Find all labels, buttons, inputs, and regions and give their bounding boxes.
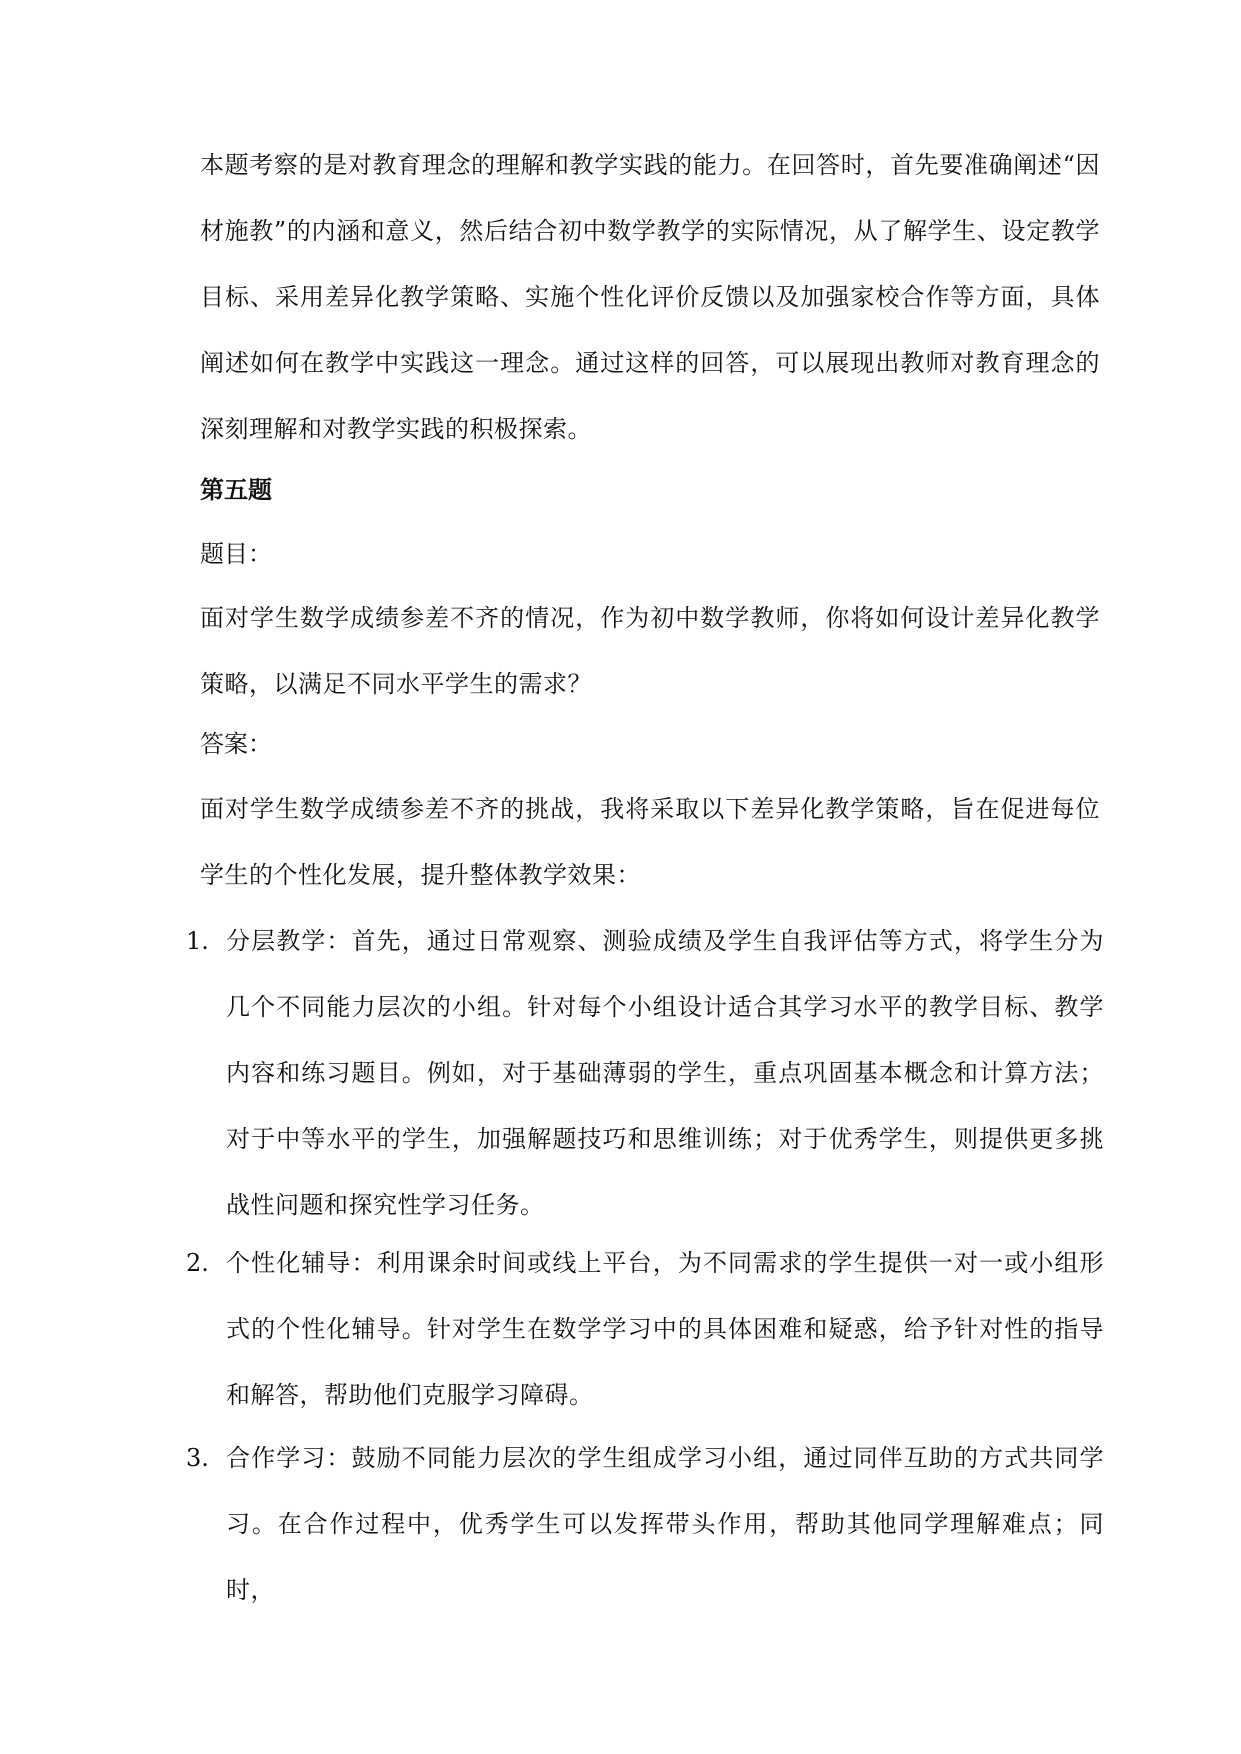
question-text: 面对学生数学成绩参差不齐的情况，作为初中数学教师，你将如何设计差异化教学策略，以满足不同水平学生的需求？ (200, 604, 1100, 698)
list-item-text: 个性化辅导：利用课余时间或线上平台，为不同需求的学生提供一对一或小组形式的个性化辅导。针对学生在数学学习中的具体困难和疑惑，给予针对性的指导和解答，帮助他们克服学习障碍。 (226, 1249, 1104, 1409)
question-label: 题目： (200, 540, 272, 568)
list-item (186, 1230, 1104, 1428)
list-item-number: 3. (186, 1444, 209, 1472)
answer-label: 答案： (200, 730, 272, 758)
intro-paragraph: 本题考察的是对教育理念的理解和教学实践的能力。在回答时，首先要准确阐述“因材施教”的内涵和意义，然后结合初中数学教学的实际情况，从了解学生、设定教学目标、采用差异化教学策略、实施个性化评价反馈以及加强家校合作等方面，具体阐述如何在教学中实践这一理念。通过这样的回答，可以展现出教师对教育理念的深刻理解和对教学实践的积极探索。 (200, 151, 1100, 443)
list-item-number: 1. (186, 927, 209, 955)
section-heading: 第五题 (200, 475, 272, 504)
list-item (186, 1425, 1104, 1623)
list-item-text: 分层教学：首先，通过日常观察、测验成绩及学生自我评估等方式，将学生分为几个不同能力层次的小组。针对每个小组设计适合其学习水平的教学目标、教学内容和练习题目。例如，对于基础薄弱的学生，重点巩固基本概念和计算方法；对于中等水平的学生，加强解题技巧和思维训练；对于优秀学生，则提供更多挑战性问题和探究性学习任务。 (226, 927, 1104, 1219)
list-item-text: 合作学习：鼓励不同能力层次的学生组成学习小组，通过同伴互助的方式共同学习。在合作过程中，优秀学生可以发挥带头作用，帮助其他同学理解难点；同时， (226, 1444, 1104, 1604)
answer-intro: 面对学生数学成绩参差不齐的挑战，我将采取以下差异化教学策略，旨在促进每位学生的个性化发展，提升整体教学效果： (200, 795, 1100, 889)
list-item-number: 2. (186, 1249, 209, 1277)
list-item (186, 908, 1104, 1238)
